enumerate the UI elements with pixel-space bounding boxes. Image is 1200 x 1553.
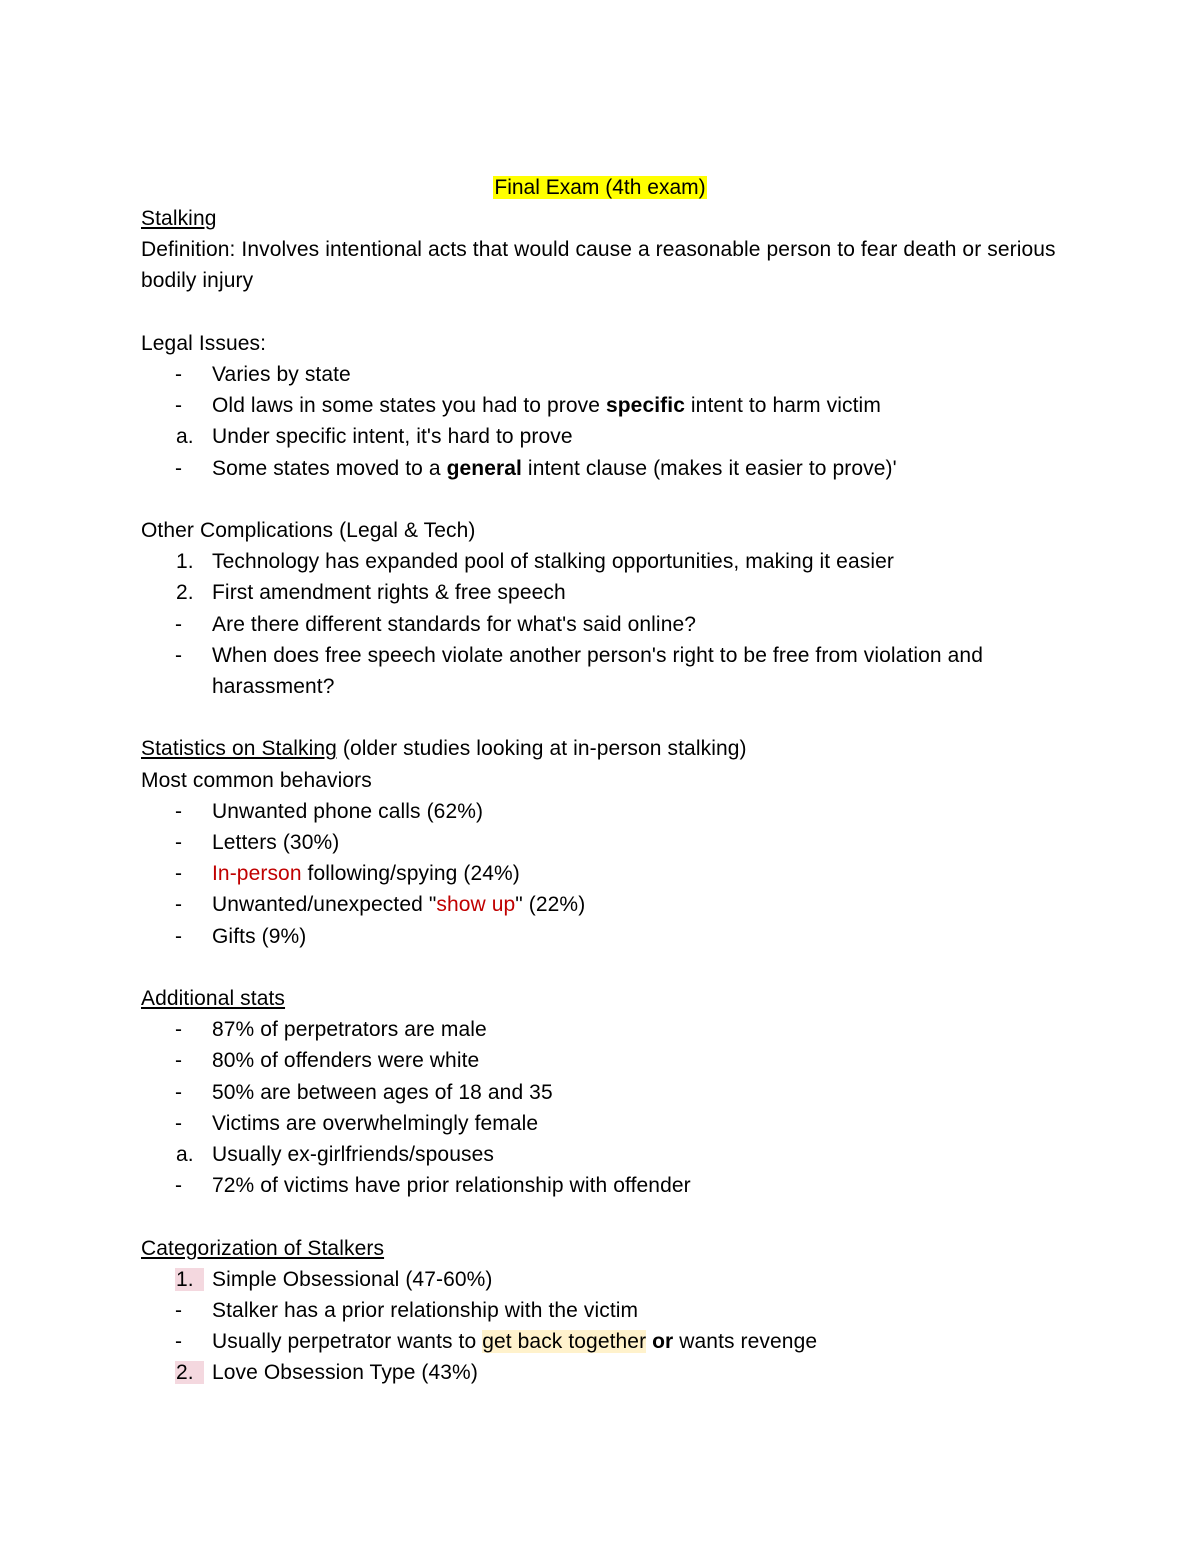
list-marker: - (175, 862, 183, 886)
list-item (141, 1264, 1061, 1295)
list-item (141, 1108, 1061, 1139)
list-item-text: Old laws in some states you had to prove specific intent to harm victim (212, 394, 881, 418)
list-item-text: Stalker has a prior relationship with the victim (212, 1299, 639, 1323)
spacer (141, 297, 1061, 328)
list-item-text: Letters (30%) (212, 831, 340, 855)
list-item (141, 421, 1061, 452)
list-item-text: Usually perpetrator wants to get back together or wants revenge (212, 1330, 818, 1354)
statistics-subheading: Most common behaviors (141, 768, 372, 792)
stalking-definition: Definition: Involves intentional acts that would cause a reasonable person to fear death or serious bodily injury (141, 238, 1056, 293)
list-marker: - (175, 456, 183, 480)
bold-term: or (646, 1330, 674, 1354)
list-item (141, 1357, 1061, 1388)
section-heading-legal: Legal Issues: (141, 331, 267, 355)
list-marker: a. (176, 1143, 194, 1167)
red-text: In-person (212, 862, 302, 886)
list-item-text: In-person following/spying (24%) (212, 862, 520, 886)
spacer (141, 484, 1061, 515)
list-item-text: When does free speech violate another person's right to be free from violation and harassment? (212, 643, 983, 699)
spacer (141, 1201, 1061, 1232)
list-marker: 1. (176, 550, 194, 574)
list-item-text: Unwanted/unexpected "show up" (22%) (212, 893, 586, 917)
list-item (141, 577, 1061, 608)
list-item (141, 1139, 1061, 1170)
list-item-text: 80% of offenders were white (212, 1049, 480, 1073)
list-marker: - (175, 363, 183, 386)
title-text: Final Exam (4th exam) (494, 176, 706, 199)
list-item-text: Technology has expanded pool of stalking opportunities, making it easier (212, 550, 894, 574)
list-item (141, 889, 1061, 920)
list-item (141, 640, 1061, 702)
list-item (141, 1170, 1061, 1201)
section-heading-additional: Additional stats (141, 987, 286, 1011)
list-marker: a. (176, 425, 194, 449)
highlighted-phrase: get back together (482, 1330, 647, 1354)
list-marker: 2. (141, 1357, 212, 1388)
list-item-text: Simple Obsessional (47-60%) (212, 1267, 493, 1291)
list-marker: - (175, 924, 183, 948)
list-item (141, 1326, 1061, 1357)
list-item-text: Love Obsession Type (43%) (212, 1361, 478, 1385)
spacer (141, 952, 1061, 983)
list-item (141, 453, 1061, 484)
list-marker: - (175, 799, 183, 823)
list-item-text: Under specific intent, it's hard to prove (212, 425, 573, 449)
list-marker: 1. (141, 1264, 212, 1295)
list-marker: - (175, 1174, 183, 1198)
list-item-text: 87% of perpetrators are male (212, 1018, 487, 1042)
list-marker: - (175, 893, 183, 917)
section-heading-stalking: Stalking (141, 207, 217, 230)
list-item-text: Unwanted phone calls (62%) (212, 799, 484, 823)
list-item (141, 546, 1061, 577)
bold-term: general (446, 456, 522, 480)
list-marker: - (175, 831, 183, 855)
list-item-text: Victims are overwhelmingly female (212, 1111, 539, 1135)
statistics-heading-note: (older studies looking at in-person stalking) (336, 737, 747, 761)
list-item (141, 609, 1061, 640)
section-heading-categorization: Categorization of Stalkers (141, 1236, 385, 1260)
list-item-text: Gifts (9%) (212, 924, 307, 948)
list-item (141, 1295, 1061, 1326)
list-marker: - (175, 1049, 183, 1073)
list-marker: - (175, 1018, 183, 1042)
statistics-heading-text: Statistics on Stalking (141, 737, 337, 761)
list-item (141, 390, 1061, 421)
list-item (141, 796, 1061, 827)
document-title (0, 172, 1200, 203)
list-marker: - (175, 1080, 183, 1104)
list-item (141, 827, 1061, 858)
list-item-text: Usually ex-girlfriends/spouses (212, 1143, 494, 1167)
section-heading-statistics (141, 733, 1061, 764)
list-item (141, 1077, 1061, 1108)
list-item-text: Are there different standards for what's said online? (212, 612, 697, 636)
red-text: show up (436, 893, 516, 917)
list-item (141, 921, 1061, 952)
list-item (141, 858, 1061, 889)
list-marker: - (175, 394, 183, 418)
list-item-text: Varies by state (212, 363, 351, 386)
list-marker: - (175, 612, 183, 636)
document-body (141, 203, 1061, 1389)
list-marker: - (175, 643, 183, 667)
bold-term: specific (605, 394, 685, 418)
list-item (141, 1014, 1061, 1045)
list-marker: 2. (176, 581, 194, 605)
list-marker: - (175, 1330, 183, 1354)
list-item-text: 50% are between ages of 18 and 35 (212, 1080, 553, 1104)
list-item-text: First amendment rights & free speech (212, 581, 566, 605)
list-marker: - (175, 1299, 183, 1323)
spacer (141, 702, 1061, 733)
list-item-text: 72% of victims have prior relationship with offender (212, 1174, 691, 1198)
list-marker: - (175, 1111, 183, 1135)
section-heading-complications: Other Complications (Legal & Tech) (141, 519, 476, 542)
list-item (141, 359, 1061, 390)
list-item (141, 1045, 1061, 1076)
list-item-text: Some states moved to a general intent clause (makes it easier to prove)' (212, 456, 897, 480)
